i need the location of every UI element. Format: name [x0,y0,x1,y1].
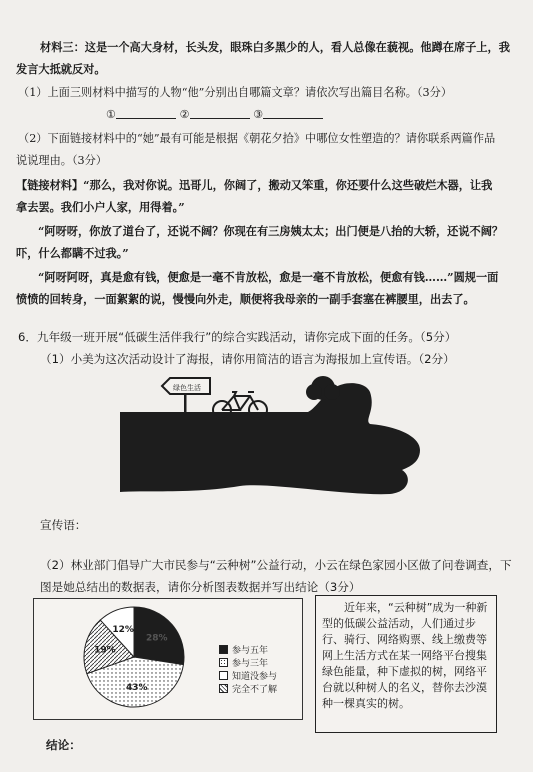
link-material-line1: 【链接材料】“那么，我对你说。迅哥儿，你阔了，搬动又笨重，你还要什么这些破烂木器，让我 [16,178,493,192]
thumb-hand-silhouette [120,383,420,494]
question6-sub2-line2: 图是她总结出的数据表，请你分析图表数据并写出结论（3分） [40,580,361,594]
legend-item-3 [219,682,277,695]
question2-line2: 说说理由。（3分） [16,154,108,167]
question1-text: （1）上面三则材料中描写的人物“他”分别出自哪篇文章？请依次写出篇目名称。（3分） [18,86,453,99]
legend-label: 参与五年 [232,646,269,656]
blank-1[interactable] [116,108,176,119]
link-material-line3: “阿呀呀，你放了道台了，还说不阔？你现在有三房姨太太；出门便是八抬的大轿，还说不阔？ [38,224,504,238]
link-material-line4: 吓，什么都瞒不过我。” [16,246,129,260]
legend-swatch [219,671,228,680]
material3-line2: 发言大抵就反对。 [16,62,106,76]
blank-3-marker: ③ [253,108,264,121]
legend-swatch [219,645,228,654]
blank-2-marker: ② [179,108,190,121]
question6-title: 6．九年级一班开展“低碳生活伴我行”的综合实践活动，请你完成下面的任务。（5分） [18,330,457,344]
blank-2[interactable] [190,108,250,119]
pie-label-2: 43% [125,682,148,693]
legend-swatch [219,658,228,667]
blank-1-marker: ① [106,108,117,121]
cloud-tree-info-box [315,595,497,733]
sign-text: 绿色生活 [173,384,201,392]
poster-illustration [120,370,420,500]
conclusion-label: 结论： [46,738,81,752]
legend-label: 完全不了解 [232,685,278,695]
pie-label-3: 12% [112,625,134,636]
blank-3[interactable] [263,108,323,119]
question1-blanks [106,108,323,122]
question2-line1: （2）下面链接材料中的“她”最有可能是根据《朝花夕拾》中哪位女性塑造的？请你联系两篇作品 [18,132,496,145]
pie-label-1: 19% [94,645,116,656]
legend-item-1 [219,656,268,669]
link-material-line6: 愤愤的回转身，一面絮絮的说，慢慢向外走，顺便将我母亲的一副手套塞在裤腰里，出去了。 [16,292,475,306]
pie-label-0: 28% [146,633,168,644]
slogan-label: 宣传语： [40,518,87,532]
legend-item-0 [219,643,268,656]
question6-sub1: （1）小美为这次活动设计了海报，请你用简洁的语言为海报加上宣传语。（2分） [40,352,455,366]
legend-label: 知道没参与 [232,672,278,682]
material3-line1: 材料三：这是一个高大身材，长头发，眼珠白多黑少的人，看人总像在藐视。他蹲在席子上，我 [40,40,510,54]
info-box-text: 近年来，“云种树”成为一种新型的低碳公益活动，人们通过步行、骑行、网络购票、线上缴费等网上生活方式在某一网络平台搜集绿色能量，种下虚拟的树，网络平台就以种树人的名义，替你去沙漠种一棵真实的树。 [322,601,488,710]
legend-swatch [219,684,228,693]
legend-label: 参与三年 [232,659,269,669]
link-material-line2: 拿去罢。我们小户人家，用得着。” [16,200,185,214]
survey-chart [33,598,303,720]
link-material-line5: “阿呀阿呀，真是愈有钱，便愈是一毫不肯放松，愈是一毫不肯放松，便愈有钱……”圆规一面 [38,270,499,284]
legend-item-2 [219,669,277,682]
question6-sub2-line1: （2）林业部门倡导广大市民参与“云种树”公益行动，小云在绿色家园小区做了问卷调查，下 [40,558,512,572]
